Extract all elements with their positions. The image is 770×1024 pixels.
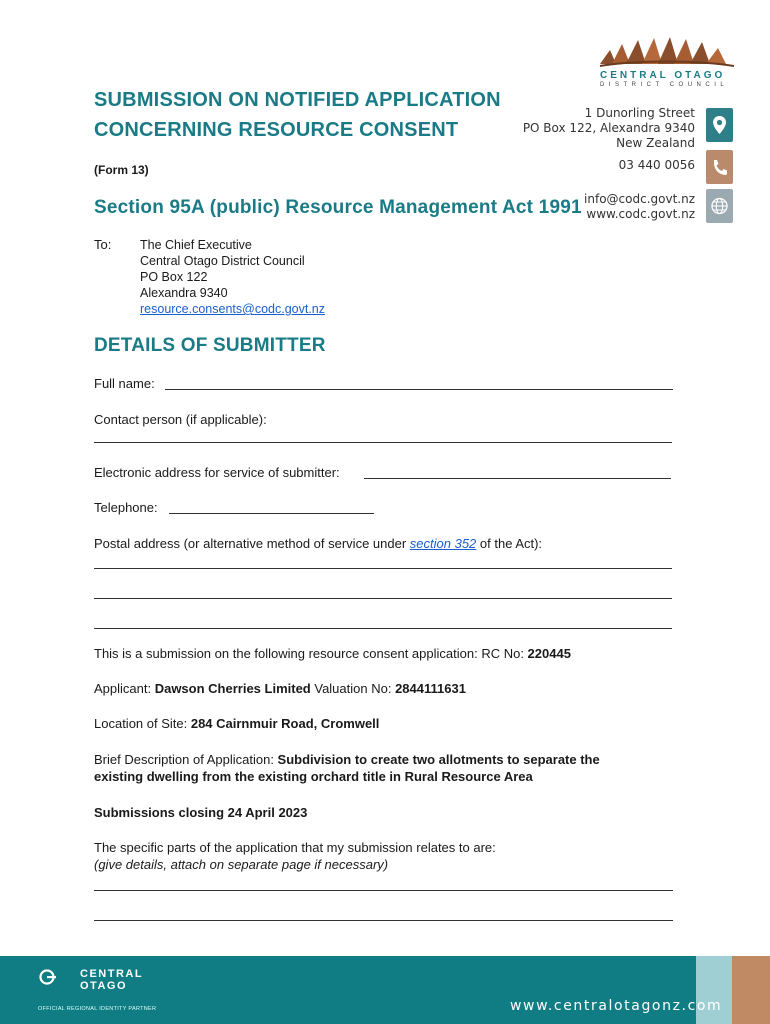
closing-text: Submissions closing 24 April 2023 — [94, 805, 308, 820]
specific-parts-field-1[interactable] — [94, 890, 673, 891]
page-title-line2: CONCERNING RESOURCE CONSENT — [94, 119, 459, 141]
form-number: (Form 13) — [94, 163, 149, 177]
partner-text: OFFICIAL REGIONAL IDENTITY PARTNER — [38, 1006, 157, 1012]
location-pin-icon — [706, 108, 733, 142]
logo-text-line2: DISTRICT COUNCIL — [600, 82, 729, 88]
submissions-closing — [94, 805, 307, 820]
electronic-address-field[interactable] — [364, 478, 671, 479]
applicant-line — [94, 681, 466, 696]
rc-line — [94, 646, 571, 661]
specific-parts-note: (give details, attach on separate page if necessary) — [94, 857, 389, 872]
contact-person-label: Contact person (if applicable): — [94, 412, 267, 427]
location-label: Location of Site: — [94, 716, 191, 731]
telephone-label: Telephone: — [94, 500, 158, 515]
electronic-address-label: Electronic address for service of submitter: — [94, 465, 340, 480]
applicant-name: Dawson Cherries Limited — [154, 681, 311, 696]
contact-address — [523, 106, 695, 151]
address-line-2: PO Box 122, Alexandra 9340 — [522, 121, 695, 135]
brief-description-line2 — [94, 769, 533, 784]
valuation-label: Valuation No: — [310, 681, 396, 696]
recipient-line-2: Central Otago District Council — [140, 254, 305, 268]
recipient-email-link[interactable]: resource.consents@codc.govt.nz — [140, 302, 326, 316]
recipient-line-1: The Chief Executive — [140, 238, 252, 252]
section-heading: Section 95A (public) Resource Management Act 1991 — [94, 197, 582, 218]
phone-icon — [706, 150, 733, 184]
recipient-address — [140, 237, 325, 317]
contact-email: info@codc.govt.nz — [584, 192, 695, 206]
rc-number: 220445 — [527, 646, 571, 661]
section-352-link[interactable]: section 352 — [409, 536, 477, 551]
full-name-label: Full name: — [94, 376, 155, 391]
location-line — [94, 716, 379, 731]
rc-text: This is a submission on the following resource consent application: RC No: — [94, 646, 528, 661]
applicant-label: Applicant: — [94, 681, 155, 696]
to-label: To: — [94, 237, 112, 252]
brief-description-line1 — [94, 752, 600, 767]
postal-address-field-2[interactable] — [94, 598, 672, 599]
recipient-line-3: PO Box 122 — [140, 270, 208, 284]
logo-text-line1: CENTRAL OTAGO — [600, 70, 726, 81]
page-title-line1: SUBMISSION ON NOTIFIED APPLICATION — [94, 89, 501, 111]
council-logo — [596, 30, 736, 92]
full-name-field[interactable] — [165, 389, 673, 390]
address-line-1: 1 Dunorling Street — [584, 106, 695, 120]
contact-website: www.codc.govt.nz — [586, 207, 695, 221]
contact-person-field[interactable] — [94, 442, 672, 443]
contact-phone: 03 440 0056 — [618, 158, 695, 172]
specific-parts-label: The specific parts of the application that my submission relates to are: — [94, 840, 496, 855]
brand-line-2: OTAGO — [80, 980, 128, 992]
brief-value-1: Subdivision to create two allotments to separate the — [277, 752, 600, 767]
globe-icon — [706, 189, 733, 223]
postal-prefix: Postal address (or alternative method of service under — [94, 536, 410, 551]
footer-website[interactable]: www.centralotagonz.com — [510, 998, 723, 1014]
postal-address-label — [94, 536, 542, 551]
postal-address-field-1[interactable] — [94, 568, 672, 569]
specific-parts-field-2[interactable] — [94, 920, 673, 921]
brief-label: Brief Description of Application: — [94, 752, 278, 767]
details-heading: DETAILS OF SUBMITTER — [94, 335, 326, 356]
brief-value-2: existing dwelling from the existing orchard title in Rural Resource Area — [94, 769, 533, 784]
location-value: 284 Cairnmuir Road, Cromwell — [190, 716, 380, 731]
telephone-field[interactable] — [169, 513, 374, 514]
postal-suffix: of the Act): — [476, 536, 543, 551]
postal-address-field-3[interactable] — [94, 628, 672, 629]
brand-mark-icon — [38, 968, 56, 986]
footer-brand — [38, 966, 168, 1016]
valuation-number: 2844111631 — [395, 681, 466, 696]
brand-line-1: CENTRAL — [80, 968, 144, 980]
mountain-logo-icon — [596, 30, 736, 70]
recipient-line-4: Alexandra 9340 — [140, 286, 228, 300]
footer-accent-brown — [732, 956, 770, 1024]
address-line-3: New Zealand — [616, 136, 695, 150]
